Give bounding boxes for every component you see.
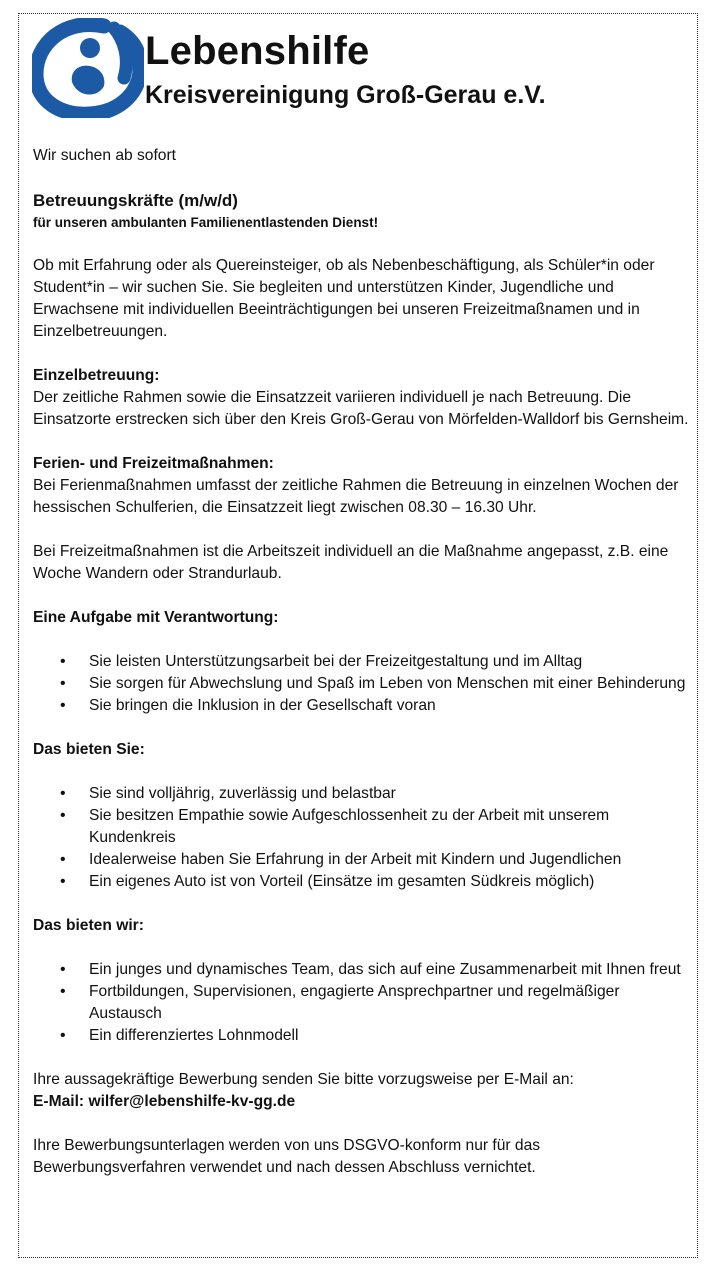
freizeit-text: Bei Freizeitmaßnahmen ist die Arbeitszeit individuell an die Maßnahme angepasst, z.B. eine Woche Wandern oder Strandurlaub. <box>33 543 669 582</box>
lebenshilfe-logo-icon <box>32 18 144 118</box>
list-item: • Ein junges und dynamisches Team, das sich auf eine Zusammenarbeit mit Ihnen freut <box>33 959 693 981</box>
org-name: Lebenshilfe <box>145 29 370 73</box>
ferien-heading: Ferien- und Freizeitmaßnahmen: <box>33 455 274 472</box>
headline: Betreuungskräfte (m/w/d) <box>33 191 238 210</box>
ferien-text: Bei Ferienmaßnahmen umfasst der zeitliche Rahmen die Betreuung in einzelnen Wochen der hessischen Schulferien, die Einsatzzeit liegt zwischen 08.30 – 16.30 Uhr. <box>33 477 679 516</box>
einzel-heading: Einzelbetreuung: <box>33 367 160 384</box>
paragraph-intro: Ob mit Erfahrung oder als Quereinsteiger, ob als Nebenbeschäftigung, als Schüler*in oder Student*in – wir suchen Sie. Sie begleiten und unterstützen Kinder, Jugendliche und Erwachsene mit individuellen Beeinträchtigungen bei unseren Freizeitmaßnamen und in Einzelbetreuungen. <box>33 257 655 340</box>
list-item: • Ein eigenes Auto ist von Vorteil (Einsätze im gesamten Südkreis möglich) <box>33 871 693 893</box>
bieten-sie-heading: Das bieten Sie: <box>33 741 145 758</box>
list-item: • Sie besitzen Empathie sowie Aufgeschlossenheit zu der Arbeit mit unserem Kundenkreis <box>33 805 693 849</box>
bieten-wir-list <box>33 959 693 1047</box>
list-item: • Fortbildungen, Supervisionen, engagierte Ansprechpartner und regelmäßiger Austausch <box>33 981 693 1025</box>
contact-text: Ihre aussagekräftige Bewerbung senden Sie bitte vorzugsweise per E-Mail an: <box>33 1071 574 1088</box>
org-subtitle: Kreisvereinigung Groß-Gerau e.V. <box>145 81 546 109</box>
aufgabe-list <box>33 651 693 717</box>
job-posting <box>33 145 693 1179</box>
list-item: • Sie sind volljährig, zuverlässig und belastbar <box>33 783 693 805</box>
bieten-wir-heading: Das bieten wir: <box>33 917 144 934</box>
bieten-sie-list <box>33 783 693 893</box>
subheadline: für unseren ambulanten Familienentlastenden Dienst! <box>33 215 379 230</box>
list-item: • Idealerweise haben Sie Erfahrung in der Arbeit mit Kindern und Jugendlichen <box>33 849 693 871</box>
contact-email[interactable]: E-Mail: wilfer@lebenshilfe-kv-gg.de <box>33 1093 296 1110</box>
intro-text: Wir suchen ab sofort <box>33 147 177 164</box>
list-item: • Ein differenziertes Lohnmodell <box>33 1025 693 1047</box>
einzel-text: Der zeitliche Rahmen sowie die Einsatzzeit variieren individuell je nach Betreuung. Die Einsatzorte erstrecken sich über den Kreis Groß-Gerau von Mörfelden-Walldorf bis Gernsheim. <box>33 389 689 428</box>
aufgabe-heading: Eine Aufgabe mit Verantwortung: <box>33 609 279 626</box>
privacy-text: Ihre Bewerbungsunterlagen werden von uns DSGVO-konform nur für das Bewerbungsverfahren verwendet und nach dessen Abschluss vernichtet. <box>33 1137 541 1176</box>
list-item: • Sie sorgen für Abwechslung und Spaß im Leben von Menschen mit einer Behinderung <box>33 673 693 695</box>
list-item: • Sie bringen die Inklusion in der Gesellschaft voran <box>33 695 693 717</box>
list-item: • Sie leisten Unterstützungsarbeit bei der Freizeitgestaltung und im Alltag <box>33 651 693 673</box>
